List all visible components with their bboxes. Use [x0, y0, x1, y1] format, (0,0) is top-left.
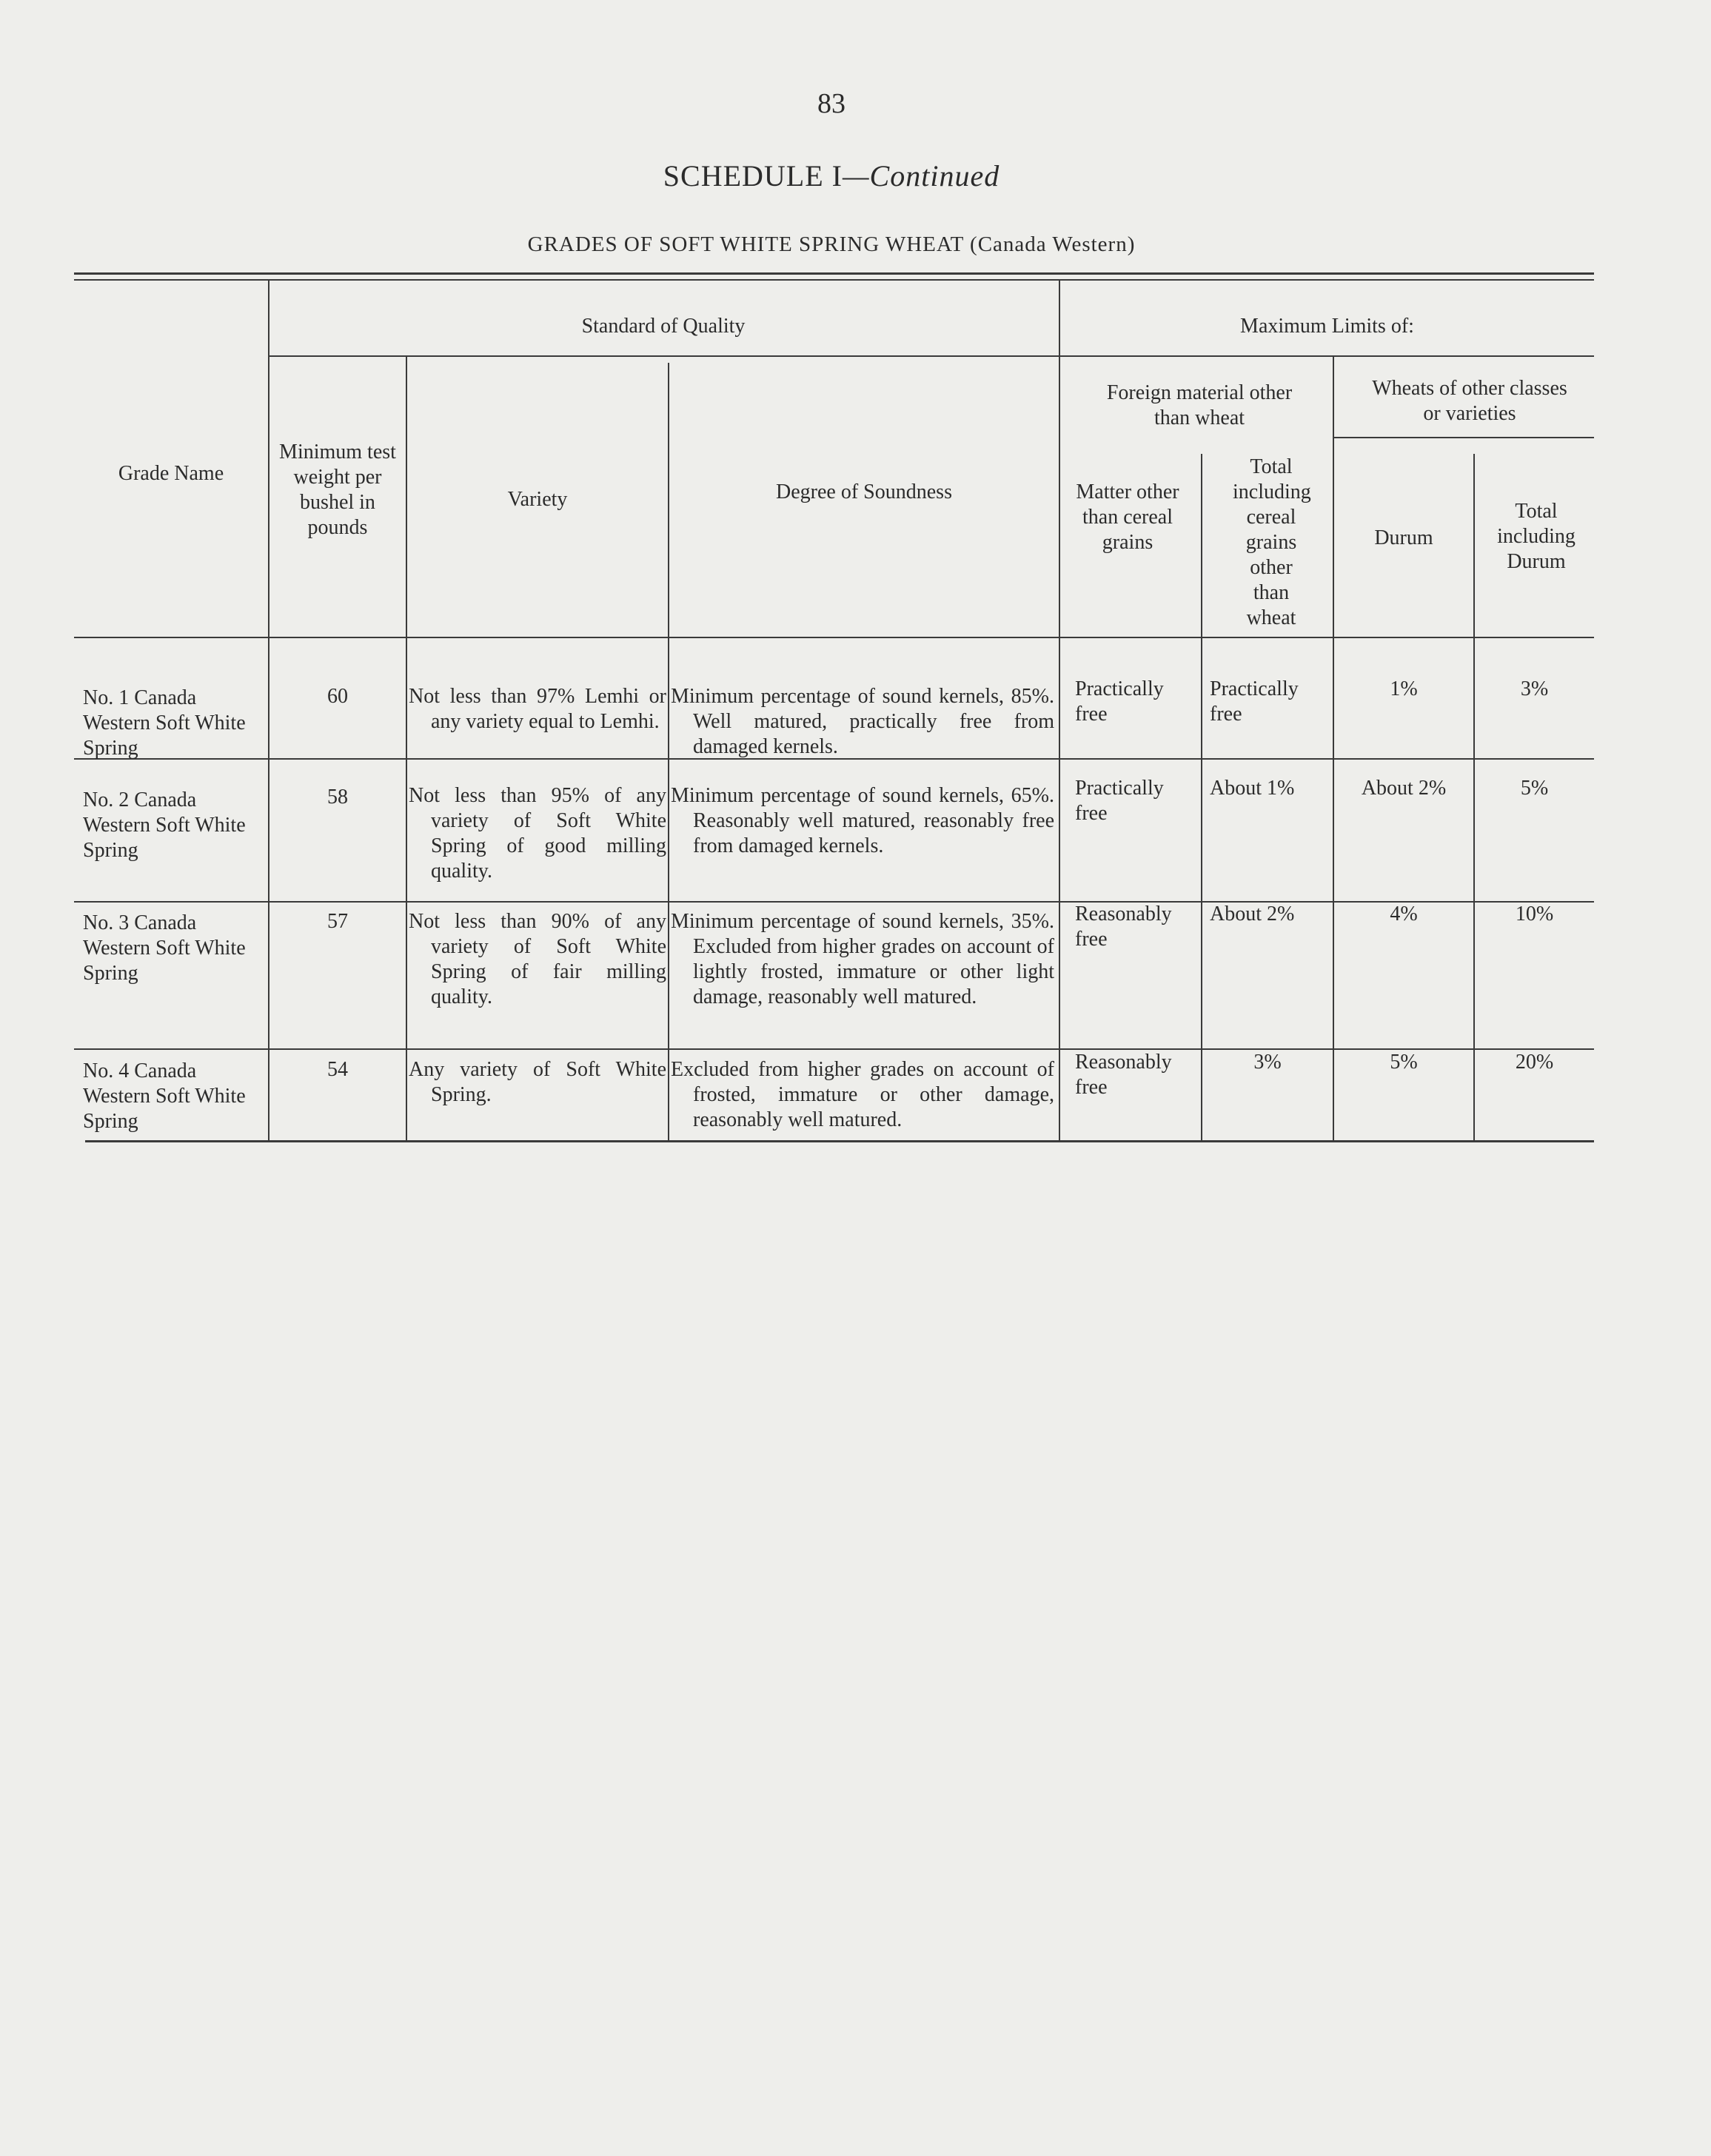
page-number: 83 — [817, 88, 846, 119]
row-2-grade: No. 2 Canada Western Soft White Spring — [83, 789, 246, 862]
header-durum: Durum — [1374, 526, 1433, 549]
rule-under-maximum — [1059, 355, 1594, 357]
header-foreign-material: Foreign material other than wheat — [1106, 381, 1293, 429]
col-rule-soundness — [1059, 281, 1060, 1140]
row-2-soundness: Minimum percentage of sound kernels, 65%. Reasonably well matured, reasonably free from damaged kernels. — [671, 784, 1054, 857]
row-1-soundness: Minimum percentage of sound kernels, 85%. Well matured, practically free from damaged kernels. — [671, 685, 1054, 758]
header-total-including-durum: Total including Durum — [1497, 500, 1576, 573]
row-4-variety: Any variety of Soft White Spring. — [409, 1058, 666, 1106]
row-1-durum: 1% — [1390, 677, 1418, 700]
header-grade-name: Grade Name — [118, 462, 224, 485]
col-rule-foreign — [1333, 357, 1334, 1140]
row-3-variety: Not less than 90% of any variety of Soft White Spring of fair milling quality. — [409, 910, 666, 1008]
row-1-matter: Practically free — [1075, 677, 1164, 726]
header-degree-of-soundness: Degree of Soundness — [776, 481, 952, 503]
top-rule-1 — [74, 272, 1594, 275]
header-maximum-limits: Maximum Limits of: — [1240, 315, 1414, 338]
row-1-total-cereal: Practically free — [1210, 677, 1299, 726]
header-variety: Variety — [507, 488, 568, 511]
row-3-total-durum: 10% — [1515, 903, 1554, 925]
col-rule-grade — [268, 281, 269, 1140]
row-2-total-durum: 5% — [1520, 777, 1549, 800]
header-min-test-weight: Minimum test weight per bushel in pounds — [279, 441, 396, 539]
rule-under-wheats-other — [1333, 437, 1594, 438]
row-4-grade: No. 4 Canada Western Soft White Spring — [83, 1059, 246, 1133]
header-matter-other: Matter other than cereal grains — [1076, 481, 1179, 554]
schedule-title — [0, 158, 1663, 193]
top-rule-2 — [74, 279, 1594, 281]
row-1-weight: 60 — [327, 685, 348, 708]
row-2-matter: Practically free — [1075, 777, 1164, 825]
row-2-weight: 58 — [327, 786, 348, 808]
rule-under-standard — [268, 355, 1125, 357]
row-4-matter: Reasonably free — [1075, 1051, 1172, 1099]
header-standard-of-quality: Standard of Quality — [581, 315, 746, 338]
row-4-total-durum: 20% — [1515, 1051, 1554, 1074]
row-2-variety: Not less than 95% of any variety of Soft White Spring of good milling quality. — [409, 784, 666, 883]
row-1-grade: No. 1 Canada Western Soft White Spring — [83, 686, 246, 760]
row-4-soundness: Excluded from higher grades on account of frosted, immature or other damage, reasonably well matured. — [671, 1058, 1054, 1131]
row-3-matter: Reasonably free — [1075, 903, 1172, 951]
bottom-rule — [85, 1140, 1594, 1142]
row-2-total-cereal: About 1% — [1210, 777, 1295, 800]
schedule-title-continued: —Continued — [842, 159, 1000, 192]
row-3-durum: 4% — [1390, 903, 1418, 925]
grades-table — [74, 272, 1594, 1154]
row-4-weight: 54 — [327, 1058, 348, 1081]
row-1-variety: Not less than 97% Lemhi or any variety equal to Lemhi. — [409, 685, 666, 733]
row-3-grade: No. 3 Canada Western Soft White Spring — [83, 911, 246, 985]
row-4-total-cereal: 3% — [1253, 1051, 1282, 1074]
col-rule-matter — [1201, 454, 1202, 1140]
row-3-soundness: Minimum percentage of sound kernels, 35%. Excluded from higher grades on account of lightly frosted, immature or other light damage, reasonably well matured. — [671, 910, 1054, 1008]
row-4-durum: 5% — [1390, 1051, 1418, 1074]
header-wheats-other: Wheats of other classes or varieties — [1372, 377, 1567, 425]
col-rule-weight — [406, 357, 407, 1140]
table-title: GRADES OF SOFT WHITE SPRING WHEAT (Canada Western) — [527, 232, 1136, 256]
row-3-total-cereal: About 2% — [1210, 903, 1295, 925]
header-total-including-cereal: Total including cereal grains other than wheat — [1233, 455, 1311, 629]
header-bottom-rule — [74, 637, 1594, 638]
row-1-total-durum: 3% — [1520, 677, 1549, 700]
row-2-durum: About 2% — [1361, 777, 1447, 800]
schedule-title-main: SCHEDULE I — [663, 159, 843, 192]
row-3-weight: 57 — [327, 910, 348, 933]
